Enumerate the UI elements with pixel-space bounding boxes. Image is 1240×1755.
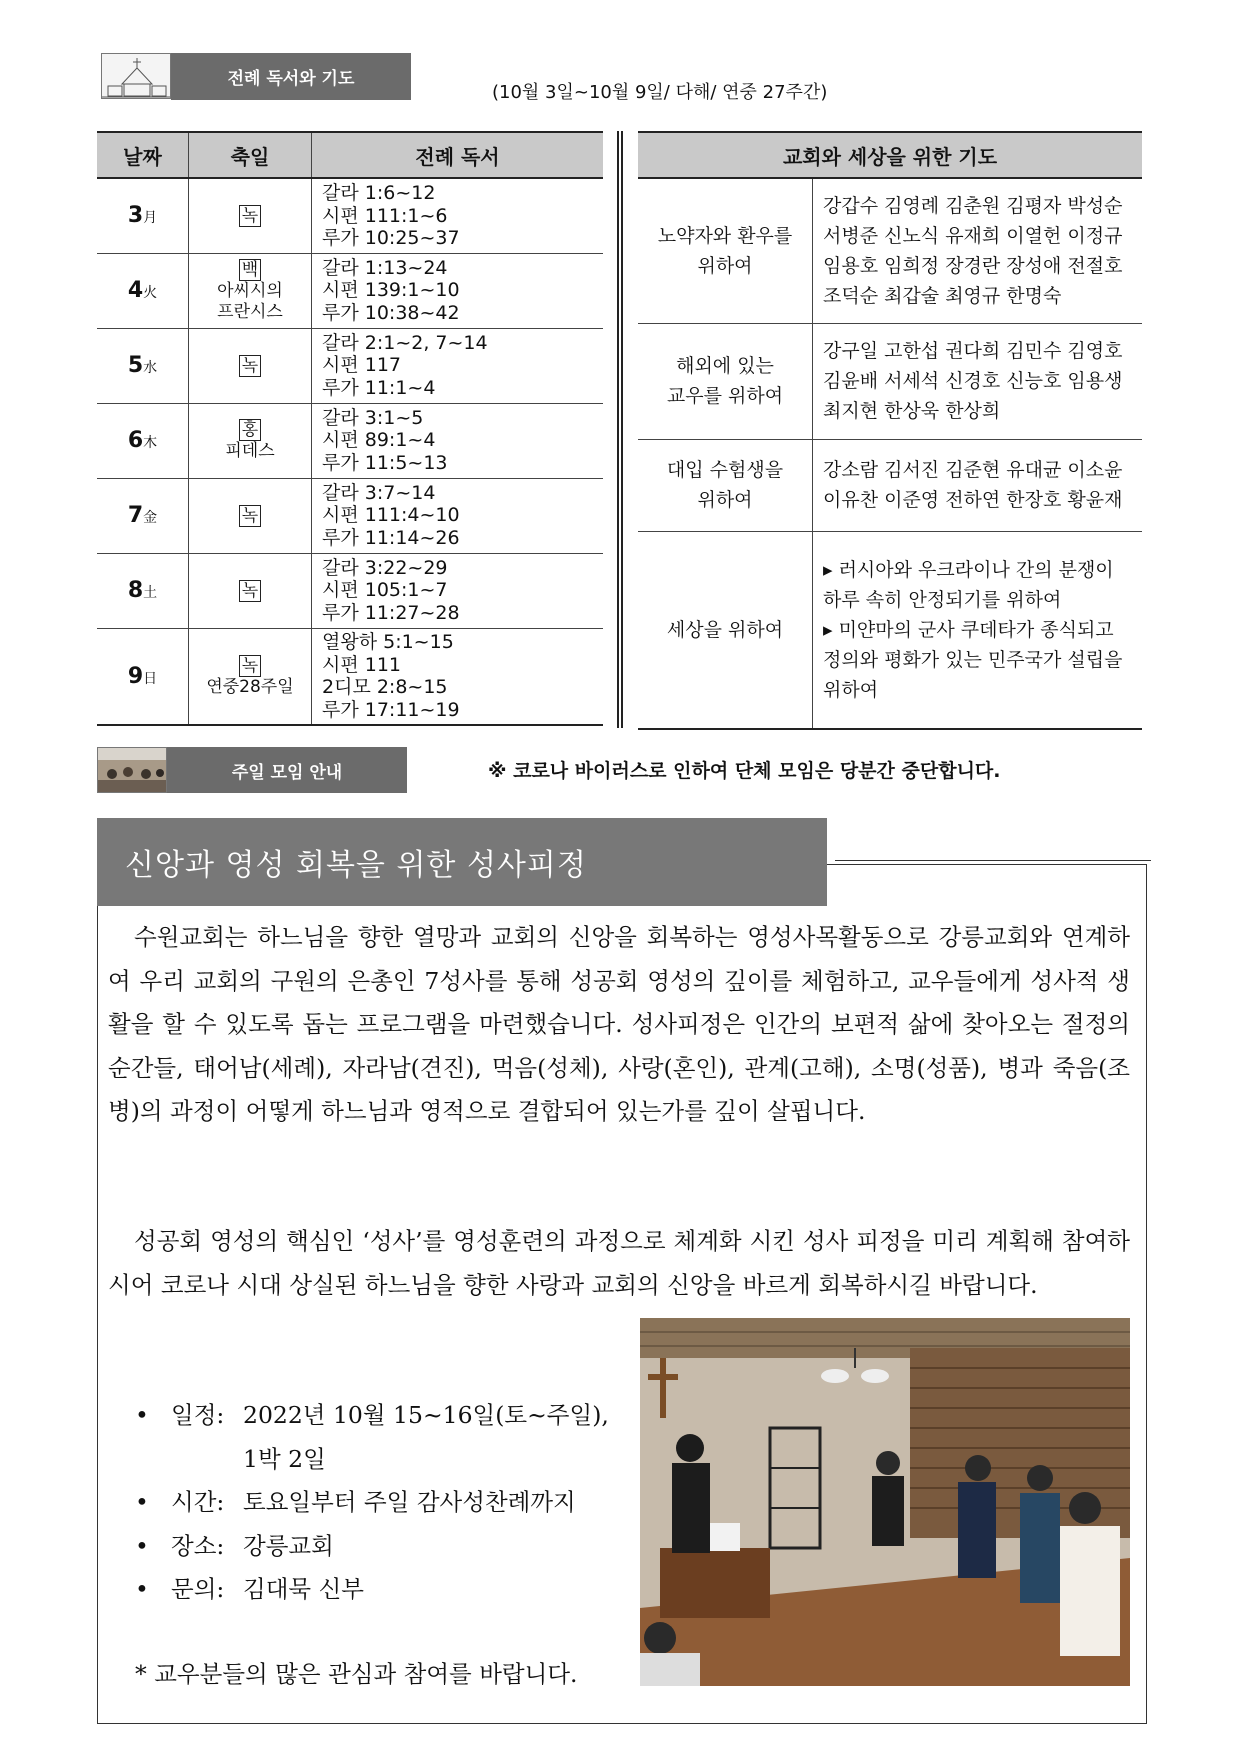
table-row [638,178,1142,323]
date-cell: 5水 [97,328,189,403]
liturgy-section-label: 전례 독서와 기도 [171,53,411,99]
readings-cell: 갈라 1:13~24 시편 139:1~10 루가 10:38~42 [312,253,604,328]
prayer-header: 교회와 세상을 위한 기도 [638,132,1142,178]
table-row [638,531,1142,729]
retreat-closing: * 교우분들의 많은 관심과 참여를 바랍니다. [135,1660,578,1688]
date-cell: 4火 [97,253,189,328]
liturgical-color-badge: 녹 [239,505,261,527]
liturgy-section-header [101,53,411,99]
list-item: • 시간: 토요일부터 주일 감사성찬례까지 [135,1481,609,1525]
table-divider [617,131,623,728]
retreat-frame-top [835,860,1151,865]
prayer-table [638,131,1142,730]
retreat-title: 신앙과 영성 회복을 위한 성사피정 [97,818,827,906]
readings-cell: 갈라 3:22~29 시편 105:1~7 루가 11:27~28 [312,553,604,628]
retreat-paragraph-2: 성공회 영성의 핵심인 ‘성사’를 영성훈련의 과정으로 체계화 시킨 성사 피정을 미리 계획해 참여하시어 코로나 시대 상실된 하느님을 향한 사랑과 교회의 신앙을 바르게 회복하시길 바랍니다. [108,1227,1130,1299]
liturgy-header-underline [171,98,411,100]
feast-cell [189,478,312,553]
readings-cell: 갈라 3:7~14 시편 111:4~10 루가 11:14~26 [312,478,604,553]
table-row [97,178,603,253]
date-cell: 7金 [97,478,189,553]
date-cell: 9日 [97,628,189,725]
table-row [638,323,1142,439]
church-thumbnail [101,53,171,99]
meeting-section-header [97,747,407,793]
feast-cell [189,628,312,725]
liturgical-color-badge: 녹 [239,355,261,377]
prayer-world-intentions: ▸ 러시아와 우크라이나 간의 분쟁이 하루 속히 안정되기를 위하여 ▸ 미얀마의 군사 쿠데타가 종식되고 정의와 평화가 있는 민주국가 설립을 위하여 [813,531,1143,729]
prayer-names: 강구일 고한섭 권다희 김민수 김영호 김윤배 서세석 신경호 신능호 임용생 최지현 한상욱 한상희 [813,323,1143,439]
meeting-notice: ※ 코로나 바이러스로 인하여 단체 모임은 당분간 중단합니다. [488,760,1001,782]
readings-cell: 갈라 3:1~5 시편 89:1~4 루가 11:5~13 [312,403,604,478]
table-row [97,478,603,553]
list-item-cont: 1박 2일 [243,1444,326,1473]
liturgical-color-badge: 녹 [239,655,261,677]
retreat-photo [640,1318,1130,1686]
feast-name: 피데스 [225,441,275,461]
liturgy-period: (10월 3일~10월 9일/ 다해/ 연중 27주간) [492,82,828,103]
feast-cell [189,553,312,628]
bullet-icon: • [135,1401,149,1429]
liturgical-color-badge: 녹 [239,205,261,227]
feast-cell [189,328,312,403]
liturgy-table [97,131,603,726]
date-cell: 8土 [97,553,189,628]
date-cell: 6木 [97,403,189,478]
meeting-section-label: 주일 모임 안내 [167,747,407,793]
bullet-icon: • [135,1575,149,1603]
table-row [97,253,603,328]
prayer-category: 노약자와 환우를 위하여 [638,178,813,323]
table-row [97,403,603,478]
readings-cell: 갈라 2:1~2, 7~14 시편 117 루가 11:1~4 [312,328,604,403]
feast-cell [189,253,312,328]
header-date: 날짜 [97,132,189,178]
prayer-names: 강소람 김서진 김준현 유대균 이소윤 이유찬 이준영 전하연 한장호 황윤재 [813,439,1143,531]
readings-cell: 갈라 1:6~12 시편 111:1~6 루가 10:25~37 [312,178,604,253]
header-feast: 축일 [189,132,312,178]
table-row [97,328,603,403]
feast-name: 연중28주일 [206,676,294,697]
list-item: • 일정: 2022년 10월 15~16일(토~주일), [135,1394,609,1438]
meeting-thumbnail [97,747,167,793]
list-item: • 문의: 김대묵 신부 [135,1568,609,1612]
list-item: • 장소: 강릉교회 [135,1525,609,1569]
readings-cell: 열왕하 5:1~15 시편 111 2디모 2:8~15 루가 17:11~19 [312,628,604,725]
prayer-category: 대입 수험생을 위하여 [638,439,813,531]
prayer-category: 세상을 위하여 [638,531,813,729]
liturgical-color-badge: 백 [239,259,261,281]
table-row [97,553,603,628]
feast-cell [189,178,312,253]
prayer-names: 강갑수 김영례 김춘원 김평자 박성순 서병준 신노식 유재희 이열헌 이정규 임용호 임희정 장경란 장성애 전절호 조덕순 최갑술 최영규 한명숙 [813,178,1143,323]
liturgical-color-badge: 홍 [239,419,261,441]
header-readings: 전례 독서 [312,132,604,178]
bullet-icon: • [135,1531,149,1560]
prayer-category: 해외에 있는 교우를 위하여 [638,323,813,439]
retreat-paragraph-1: 수원교회는 하느님을 향한 열망과 교회의 신앙을 회복하는 영성사목활동으로 강릉교회와 연계하여 우리 교회의 구원의 은총인 7성사를 통해 성공회 영성의 깊이를 체험하고, 교우들에게 성사적 생활을 할 수 있도록 돕는 프로그램을 마련했습니다. 성사피정은 인간의 보편적 삶에 찾아오는 절정의 순간들, 태어남(세례), 자라남(견진), 먹음(성체), 사랑(혼인), 관계(고해), 소명(성품), 병과 죽음(조병)의 과정이 어떻게 하느님과 영적으로 결합되어 있는가를 깊이 살핍니다. [108,923,1130,1125]
date-cell: 3月 [97,178,189,253]
feast-cell [189,403,312,478]
table-row [97,628,603,725]
bullet-icon: • [135,1488,149,1516]
table-row [638,439,1142,531]
retreat-details [135,1394,609,1612]
feast-name: 아씨시의 프란시스 [217,280,283,322]
liturgical-color-badge: 녹 [239,580,261,602]
